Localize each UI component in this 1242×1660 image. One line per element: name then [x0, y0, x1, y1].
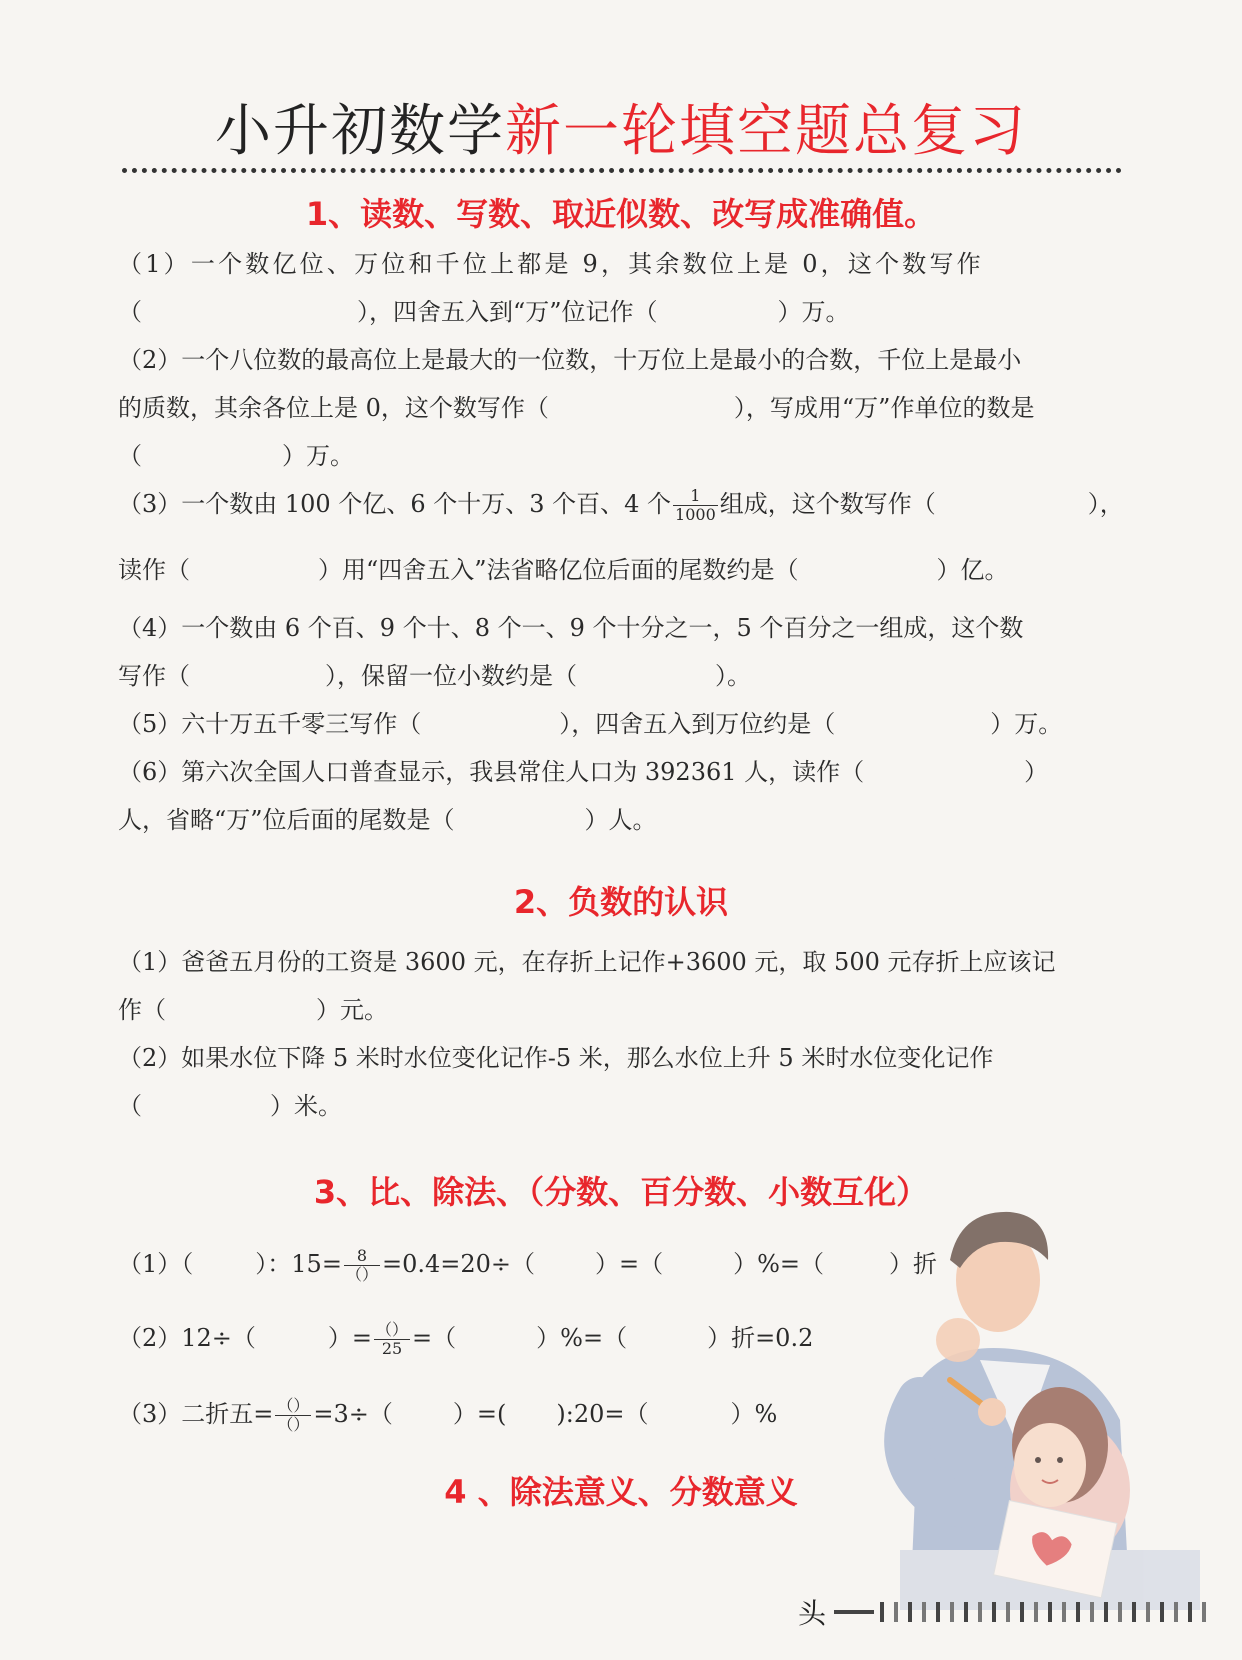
- s1-line-10: （5）六十万五千零三写作（ ），四舍五入到万位约是（ ）万。: [118, 710, 1063, 738]
- s1-line-7: 读作（ ）用“四舍五入”法省略亿位后面的尾数约是（ ）亿。: [118, 556, 1009, 584]
- section-1-heading: 1、读数、写数、取近似数、改写成准确值。: [305, 195, 937, 233]
- fraction-8-blank: $\frac{8}{()}$: [345, 1246, 378, 1284]
- fraction-blank-blank: $\frac{()}{()}$: [277, 1396, 310, 1434]
- page-title: [0, 92, 1242, 172]
- section-4-heading: 4 、除法意义、分数意义: [444, 1473, 798, 1511]
- watermark-text: 头: [798, 1597, 827, 1630]
- section-3-heading: 3、比、除法、（分数、百分数、小数互化）: [313, 1173, 929, 1211]
- s1-line-6: （3）一个数由 100 个亿、6 个十万、3 个百、4 个 $\frac{1}{1000}$ 组成，这个数写作（ ），: [118, 486, 1124, 524]
- s3-question-1: （1）（ ）：15= $\frac{8}{()}$ =0.4=20÷（ ）=（ ）%=（ ）折: [118, 1246, 938, 1284]
- s1-line-5: （ ）万。: [118, 442, 354, 470]
- s2-line-2: 作（ ）元。: [118, 996, 388, 1024]
- title-black: 小升初数学: [215, 99, 505, 164]
- s1-line-9: 写作（ ），保留一位小数约是（ ）。: [118, 662, 751, 690]
- parent-child-illustration: [880, 1190, 1220, 1610]
- watermark-bars: [834, 1598, 1214, 1626]
- s3-question-3: （3）二折五= $\frac{()}{()}$ =3÷（ ）=( ):20=（ ）%: [118, 1396, 778, 1434]
- s1-line-3: （2）一个八位数的最高位上是最大的一位数，十万位上是最小的合数，千位上是最小: [118, 346, 1022, 374]
- title-red: 新一轮填空题总复习: [505, 99, 1027, 164]
- s1-line-2: （ ），四舍五入到“万”位记作（ ）万。: [118, 298, 850, 326]
- section-2-heading: 2、负数的认识: [513, 883, 729, 921]
- s2-line-1: （1）爸爸五月份的工资是 3600 元，在存折上记作+3600 元，取 500 元存折上应该记: [118, 948, 1056, 976]
- fraction-blank-25: $\frac{()}{25}$: [376, 1320, 409, 1358]
- s2-line-3: （2）如果水位下降 5 米时水位变化记作-5 米，那么水位上升 5 米时水位变化记作: [118, 1044, 994, 1072]
- s1-line-8: （4）一个数由 6 个百、9 个十、8 个一、9 个十分之一，5 个百分之一组成，这个数: [118, 614, 1024, 642]
- fraction-1-1000: $\frac{1}{1000}$: [675, 486, 716, 524]
- s3-question-2: （2）12÷（ ）= $\frac{()}{25}$ =（ ）%=（ ）折=0.2: [118, 1320, 814, 1358]
- s2-line-4: （ ）米。: [118, 1092, 342, 1120]
- s1-line-12: 人，省略“万”位后面的尾数是（ ）人。: [118, 806, 657, 834]
- s1-line-11: （6）第六次全国人口普查显示，我县常住人口为 392361 人，读作（ ）: [118, 758, 1049, 786]
- s1-line-4: 的质数，其余各位上是 0，这个数写作（ ），写成用“万”作单位的数是: [118, 394, 1035, 422]
- dotted-divider: [122, 168, 1122, 173]
- s1-line-1: （1）一个数亿位、万位和千位上都是 9，其余数位上是 0，这个数写作: [118, 250, 984, 278]
